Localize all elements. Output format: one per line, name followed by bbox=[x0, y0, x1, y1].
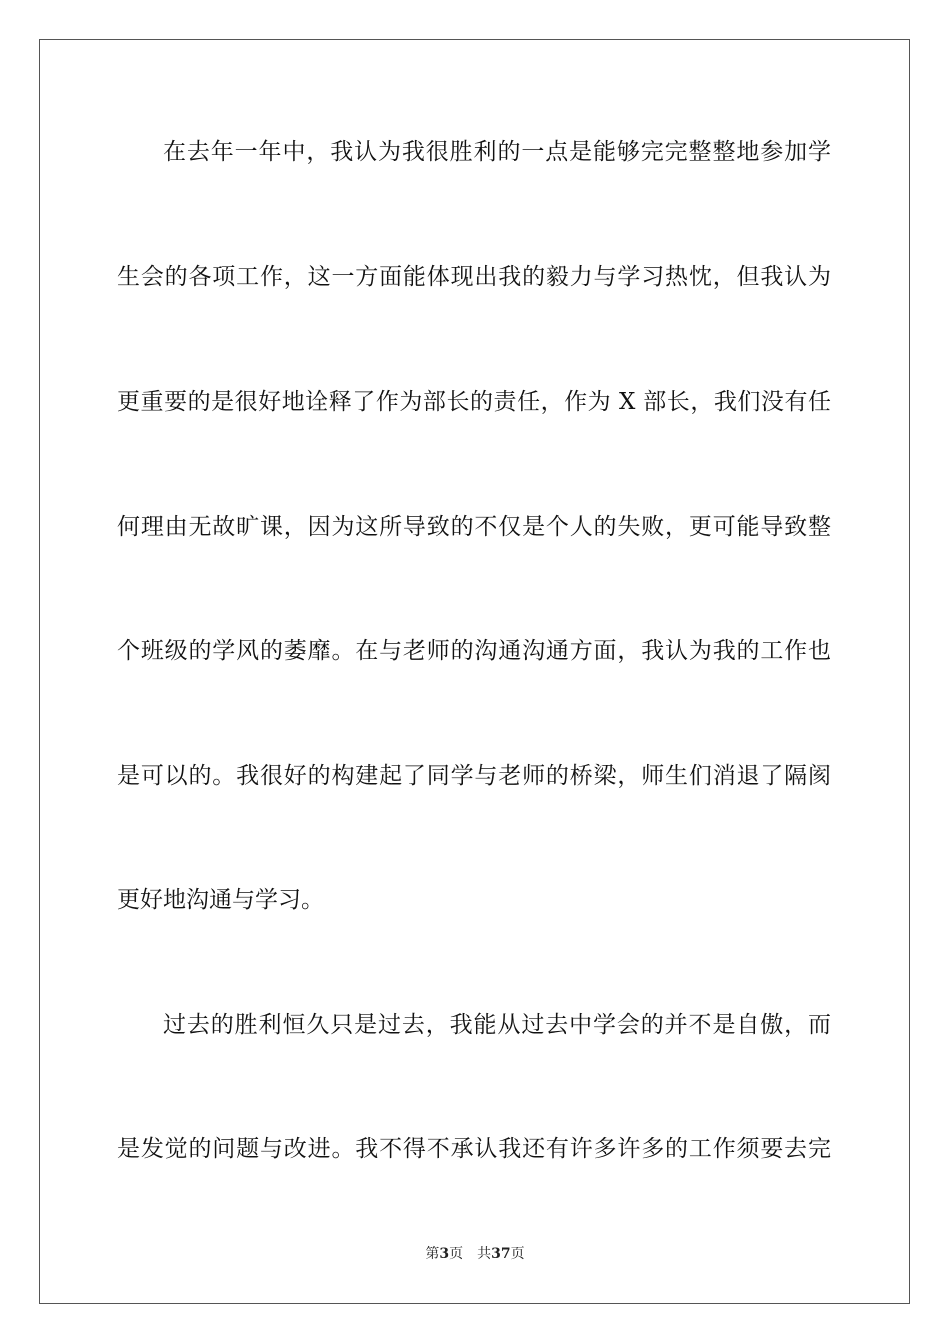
page-number: 3 bbox=[439, 1246, 450, 1262]
paragraph-1-line-1: 在去年一年中，我认为我很胜利的一点是能够完完整整地参加学 bbox=[163, 139, 831, 165]
paragraph-2-line-1: 过去的胜利恒久只是过去，我能从过去中学会的并不是自傲，而 bbox=[163, 1012, 831, 1038]
paragraph-1-line-7: 更好地沟通与学习。 bbox=[117, 887, 324, 913]
paragraph-2-line-2: 是发觉的问题与改进。我不得不承认我还有许多许多的工作须要去完 bbox=[117, 1136, 831, 1162]
total-pages: 37 bbox=[491, 1246, 511, 1262]
paragraph-1-line-3: 更重要的是很好地诠释了作为部长的责任，作为 X 部长，我们没有任 bbox=[117, 389, 831, 415]
page-border bbox=[39, 39, 910, 1304]
page-prefix: 第 bbox=[425, 1246, 440, 1262]
page-suffix: 页 bbox=[449, 1246, 464, 1262]
paragraph-1-line-4: 何理由无故旷课，因为这所导致的不仅是个人的失败，更可能导致整 bbox=[117, 514, 831, 540]
page-footer bbox=[0, 1245, 950, 1263]
paragraph-1-line-2: 生会的各项工作，这一方面能体现出我的毅力与学习热忱，但我认为 bbox=[117, 264, 831, 290]
paragraph-1-line-5: 个班级的学风的萎靡。在与老师的沟通沟通方面，我认为我的工作也 bbox=[117, 638, 831, 664]
total-prefix: 共 bbox=[477, 1246, 492, 1262]
total-suffix: 页 bbox=[510, 1246, 525, 1262]
paragraph-1-line-6: 是可以的。我很好的构建起了同学与老师的桥梁，师生们消退了隔阂 bbox=[117, 763, 831, 789]
